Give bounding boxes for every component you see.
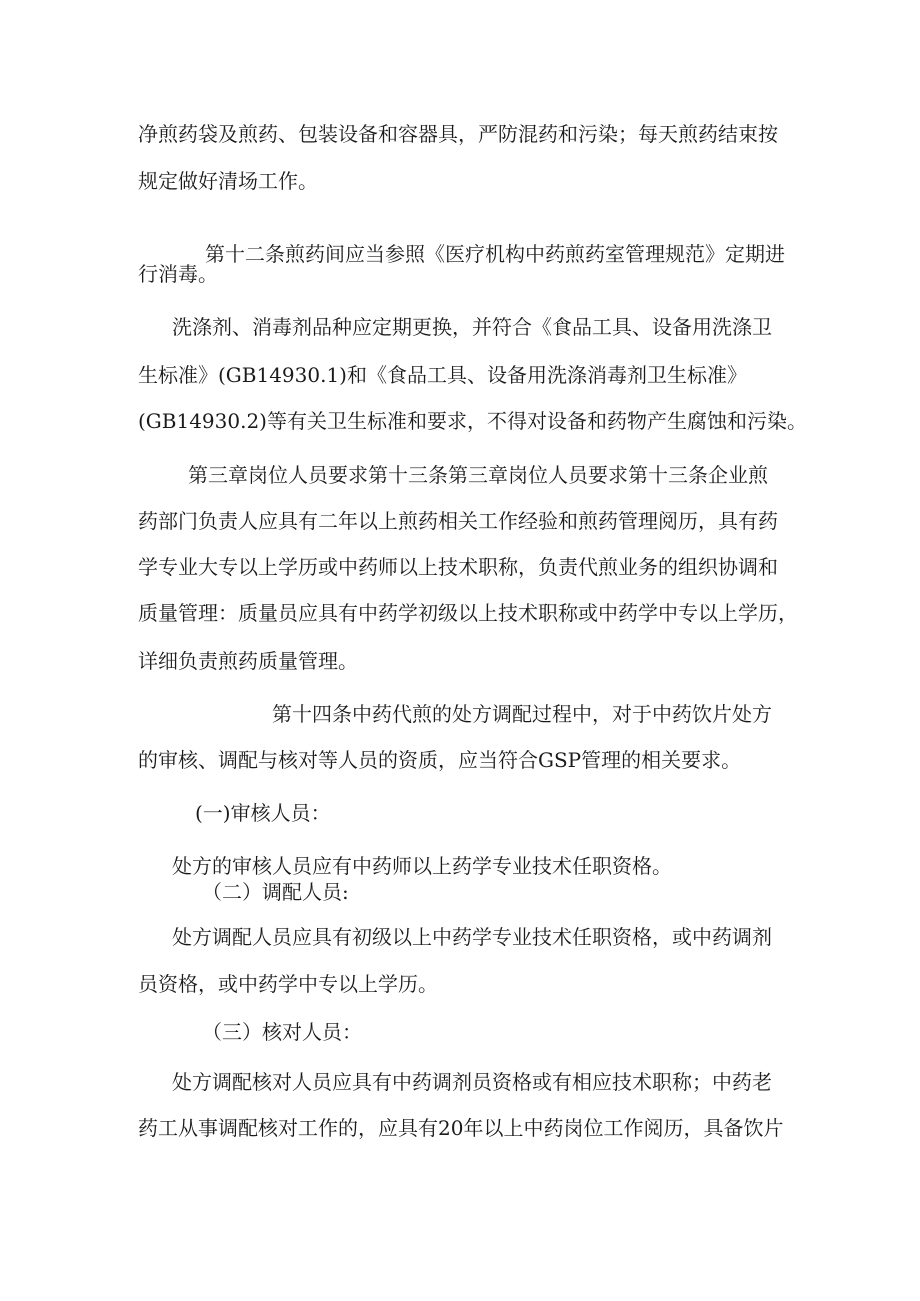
- section-heading: （三）核对人员：: [202, 1020, 362, 1044]
- paragraph-line: 处方调配人员应具有初级以上中药学专业技术任职资格，或中药调剂: [172, 925, 772, 949]
- paragraph-line: 第十二条煎药间应当参照《医疗机构中药煎药室管理规范》定期进: [205, 242, 785, 266]
- paragraph-line: 员资格，或中药学中专以上学历。: [138, 972, 438, 996]
- paragraph-line: 处方调配核对人员应具有中药调剂员资格或有相应技术职称；中药老: [172, 1070, 772, 1094]
- paragraph-line: 处方的审核人员应有中药师以上药学专业技术任职资格。: [172, 854, 672, 878]
- section-heading: （二）调配人员:: [202, 880, 349, 904]
- paragraph-line: 第十四条中药代煎的处方调配过程中，对于中药饮片处方: [272, 702, 772, 726]
- paragraph-line: 净煎药袋及煎药、包装设备和容器具，严防混药和污染；每天煎药结束按: [138, 122, 778, 146]
- paragraph-line: 生标准》(GB14930.1)和《食品工具、设备用洗涤消毒剂卫生标准》: [138, 363, 747, 387]
- paragraph-line: 药工从事调配核对工作的，应具有20年以上中药岗位工作阅历，具备饮片: [138, 1116, 784, 1140]
- paragraph-line: 行消毒。: [138, 262, 218, 286]
- paragraph-line: 学专业大专以上学历或中药师以上技术职称，负责代煎业务的组织协调和: [138, 555, 778, 579]
- section-heading: (一)审核人员：: [195, 801, 331, 825]
- paragraph-line: 详细负责煎药质量管理。: [138, 649, 358, 673]
- paragraph-line: 规定做好清场工作。: [138, 169, 318, 193]
- paragraph-line: (GB14930.2)等有关卫生标准和要求，不得对设备和药物产生腐蚀和污染。: [138, 409, 807, 433]
- paragraph-line: 洗涤剂、消毒剂品种应定期更换，并符合《食品工具、设备用洗涤卫: [172, 315, 772, 339]
- paragraph-line: 药部门负责人应具有二年以上煎药相关工作经验和煎药管理阅历，具有药: [138, 509, 778, 533]
- paragraph-line: 质量管理：质量员应具有中药学初级以上技术职称或中药学中专以上学历，: [138, 601, 798, 625]
- paragraph-line: 第三章岗位人员要求第十三条第三章岗位人员要求第十三条企业煎: [188, 463, 768, 487]
- paragraph-line: 的审核、调配与核对等人员的资质，应当符合GSP管理的相关要求。: [138, 748, 742, 772]
